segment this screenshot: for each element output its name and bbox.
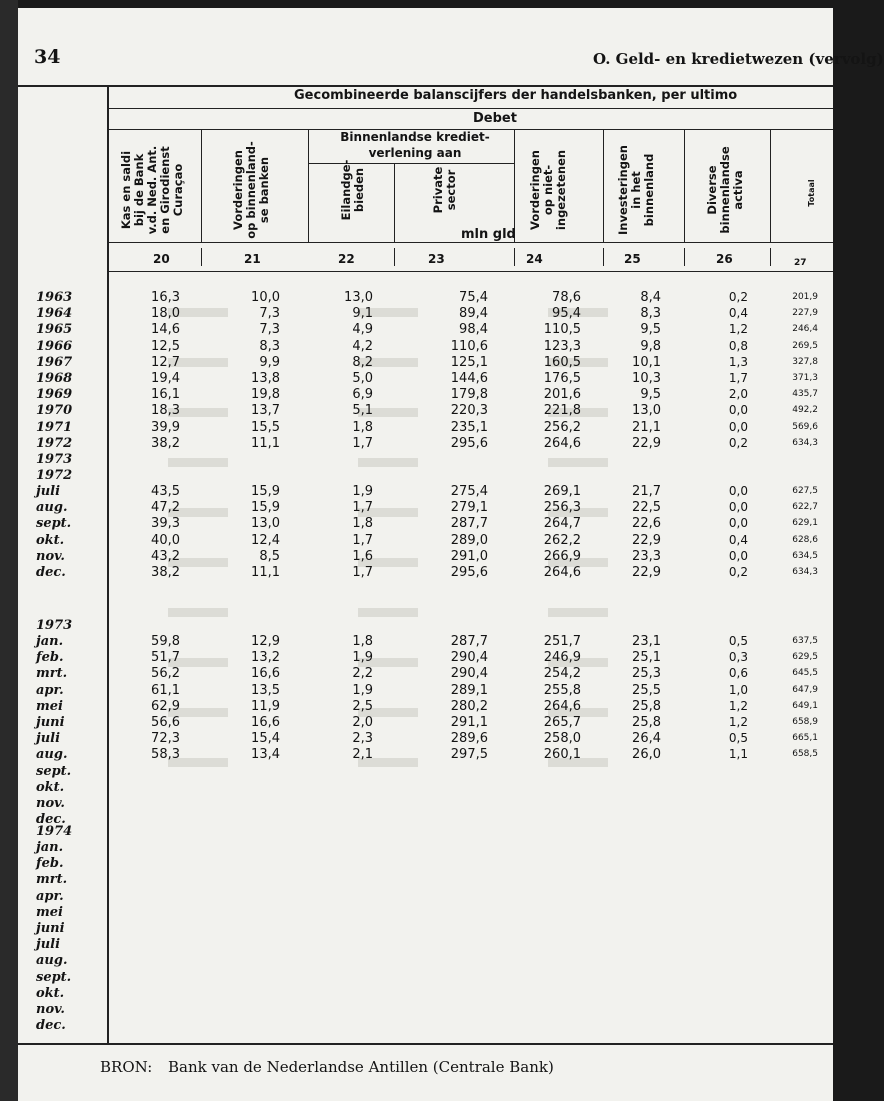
table-cell: 8,2 bbox=[352, 354, 373, 370]
table-cell: 227,9 bbox=[792, 308, 818, 319]
col-divider bbox=[201, 129, 202, 242]
table-cell: 275,4 bbox=[450, 484, 488, 499]
table-cell: 25,5 bbox=[632, 682, 661, 698]
table-cell: 59,8 bbox=[151, 634, 180, 649]
table-cell: 289,6 bbox=[450, 731, 488, 747]
table-cell: 1,7 bbox=[352, 532, 373, 548]
column-number: 26 bbox=[716, 252, 733, 266]
table-cell: 2,2 bbox=[352, 666, 373, 682]
table-cell: 4,2 bbox=[352, 338, 373, 354]
table-title: Gecombineerde balanscijfers der handelsbanken, per ultimo bbox=[294, 88, 738, 103]
table-cell: 18,0 bbox=[151, 306, 180, 322]
table-cell: 9,1 bbox=[352, 306, 373, 322]
table-cell: 1,8 bbox=[352, 419, 373, 435]
table-cell: 295,6 bbox=[450, 565, 488, 580]
table-cell: 492,2 bbox=[792, 405, 818, 416]
table-cell: 8,3 bbox=[259, 338, 280, 354]
table-cell: 254,2 bbox=[543, 666, 581, 682]
bleed-through-mark bbox=[168, 458, 228, 467]
row-label: 1969 bbox=[36, 387, 73, 403]
table-cell: 327,8 bbox=[792, 356, 818, 367]
table-cell: 1,0 bbox=[728, 682, 748, 697]
table-cell: 22,5 bbox=[632, 500, 661, 516]
col-divider bbox=[684, 129, 685, 242]
table-cell: 25,1 bbox=[632, 650, 661, 666]
table-cell: 0,5 bbox=[728, 634, 748, 648]
table-cell: 18,3 bbox=[151, 403, 180, 419]
row-label: mrt. bbox=[36, 872, 68, 888]
table-cell: 58,3 bbox=[151, 747, 180, 763]
table-cell: 98,4 bbox=[459, 322, 488, 338]
row-label: 1965 bbox=[36, 322, 73, 338]
table-cell: 1,9 bbox=[352, 650, 373, 666]
table-cell: 1,9 bbox=[352, 682, 373, 698]
table-cell: 179,8 bbox=[450, 387, 488, 403]
table-cell: 75,4 bbox=[459, 290, 488, 305]
table-cell: 62,9 bbox=[151, 698, 180, 714]
row-label: mei bbox=[36, 698, 63, 714]
table-cell: 260,1 bbox=[543, 747, 581, 763]
table-cell: 627,5 bbox=[792, 486, 818, 496]
table-cell: 16,6 bbox=[251, 715, 280, 730]
table-cell: 43,2 bbox=[151, 548, 180, 564]
table-cell: 16,6 bbox=[251, 666, 280, 682]
col-tick bbox=[603, 248, 604, 266]
row-label: dec. bbox=[36, 565, 66, 580]
table-cell: 13,0 bbox=[251, 516, 280, 532]
table-cell: 10,3 bbox=[632, 371, 661, 386]
table-cell: 629,1 bbox=[792, 518, 818, 529]
table-cell: 8,4 bbox=[640, 290, 661, 305]
table-cell: 629,5 bbox=[792, 652, 818, 663]
table-cell: 23,1 bbox=[632, 634, 661, 649]
table-cell: 12,4 bbox=[251, 532, 280, 548]
column-number: 21 bbox=[244, 252, 261, 266]
table-cell: 264,6 bbox=[543, 698, 581, 714]
table-cell: 262,2 bbox=[543, 532, 581, 548]
colnum-rule bbox=[108, 271, 833, 272]
table-cell: 1,7 bbox=[728, 371, 748, 385]
col-divider bbox=[770, 129, 771, 242]
table-cell: 1,8 bbox=[352, 516, 373, 532]
column-header: Vorderingen op niet- ingezetenen bbox=[528, 149, 568, 231]
row-label: 1972 bbox=[36, 435, 73, 451]
table-cell: 269,5 bbox=[792, 340, 818, 351]
table-cell: 649,1 bbox=[792, 700, 818, 711]
row-label: nov. bbox=[36, 1002, 65, 1017]
scan-edge bbox=[0, 0, 18, 1101]
source-label: BRON: bbox=[100, 1058, 153, 1076]
col-divider bbox=[394, 163, 395, 242]
table-cell: 2,0 bbox=[728, 387, 748, 402]
row-label: 1963 bbox=[36, 290, 73, 305]
table-cell: 266,9 bbox=[543, 548, 581, 564]
table-cell: 258,0 bbox=[543, 731, 581, 747]
col-tick bbox=[394, 248, 395, 266]
table-cell: 291,1 bbox=[450, 715, 488, 730]
table-cell: 11,1 bbox=[251, 565, 280, 580]
row-label: sept. bbox=[36, 763, 72, 779]
group-heading: 1974 bbox=[36, 823, 73, 839]
col-divider bbox=[603, 129, 604, 242]
table-cell: 264,7 bbox=[543, 516, 581, 532]
table-cell: 26,0 bbox=[632, 747, 661, 763]
row-label: 1964 bbox=[36, 306, 73, 322]
table-cell: 201,6 bbox=[543, 387, 581, 403]
table-top-rule bbox=[18, 85, 833, 87]
table-cell: 289,1 bbox=[450, 682, 488, 698]
table-cell: 19,4 bbox=[151, 371, 180, 386]
table-cell: 39,9 bbox=[151, 419, 180, 435]
table-cell: 569,6 bbox=[792, 421, 818, 432]
table-cell: 11,9 bbox=[251, 698, 280, 714]
table-cell: 13,5 bbox=[251, 682, 280, 698]
row-label: jan. bbox=[36, 840, 64, 855]
column-header: Totaal bbox=[807, 179, 816, 207]
table-cell: 637,5 bbox=[792, 636, 818, 646]
table-cell: 26,4 bbox=[632, 731, 661, 747]
table-cell: 125,1 bbox=[450, 354, 488, 370]
table-cell: 10,1 bbox=[632, 354, 661, 370]
table-cell: 56,2 bbox=[151, 666, 180, 682]
table-cell: 95,4 bbox=[552, 306, 581, 322]
table-cell: 123,3 bbox=[543, 338, 581, 354]
table-cell: 10,0 bbox=[251, 290, 280, 305]
column-header: Investeringen in het binnenland bbox=[616, 145, 656, 235]
table-cell: 255,8 bbox=[543, 682, 581, 698]
group-header: Binnenlandse krediet- verlening aan bbox=[340, 130, 490, 160]
col-divider bbox=[514, 129, 515, 242]
table-cell: 264,6 bbox=[543, 435, 581, 451]
table-cell: 235,1 bbox=[450, 419, 488, 435]
table-cell: 5,1 bbox=[352, 403, 373, 419]
row-label: 1967 bbox=[36, 354, 73, 370]
column-header: Kas en saldi bij de Bank v.d. Ned. Ant. en Girodienst Curaçao bbox=[119, 145, 185, 235]
table-cell: 51,7 bbox=[151, 650, 180, 666]
group-heading: 1972 bbox=[36, 467, 73, 483]
row-label: sept. bbox=[36, 969, 72, 985]
table-cell: 0,4 bbox=[728, 532, 748, 547]
table-cell: 2,3 bbox=[352, 731, 373, 747]
column-header: Diverse binnenlandse activa bbox=[705, 146, 745, 234]
table-cell: 38,2 bbox=[151, 565, 180, 580]
table-cell: 40,0 bbox=[151, 532, 180, 548]
table-cell: 25,8 bbox=[632, 715, 661, 730]
row-label: okt. bbox=[36, 985, 65, 1001]
table-cell: 0,2 bbox=[728, 290, 748, 304]
table-cell: 13,0 bbox=[344, 290, 373, 305]
table-cell: 246,4 bbox=[792, 324, 818, 335]
table-cell: 7,3 bbox=[259, 322, 280, 338]
table-cell: 1,1 bbox=[728, 747, 748, 762]
row-label: feb. bbox=[36, 856, 64, 872]
source-text: Bank van de Nederlandse Antillen (Centrale Bank) bbox=[168, 1058, 554, 1076]
table-cell: 176,5 bbox=[543, 371, 581, 386]
table-cell: 256,2 bbox=[543, 419, 581, 435]
row-label: juni bbox=[36, 921, 65, 936]
table-cell: 12,7 bbox=[151, 354, 180, 370]
table-cell: 0,2 bbox=[728, 435, 748, 450]
column-number: 25 bbox=[624, 252, 641, 266]
table-cell: 647,9 bbox=[792, 684, 818, 695]
table-cell: 13,7 bbox=[251, 403, 280, 419]
table-cell: 291,0 bbox=[450, 548, 488, 564]
table-cell: 8,5 bbox=[259, 548, 280, 564]
table-cell: 634,3 bbox=[792, 437, 818, 448]
table-cell: 2,5 bbox=[352, 698, 373, 714]
row-label: jan. bbox=[36, 634, 64, 649]
table-cell: 144,6 bbox=[450, 371, 488, 386]
row-label: 1971 bbox=[36, 419, 73, 435]
table-cell: 289,0 bbox=[450, 532, 488, 548]
column-number: 22 bbox=[338, 252, 355, 266]
table-cell: 1,7 bbox=[352, 500, 373, 516]
stub-divider bbox=[107, 85, 109, 1043]
table-cell: 0,0 bbox=[728, 500, 748, 515]
row-label: 1968 bbox=[36, 371, 73, 386]
table-cell: 0,0 bbox=[728, 419, 748, 434]
table-cell: 9,5 bbox=[640, 387, 661, 403]
table-cell: 22,9 bbox=[632, 565, 661, 580]
table-cell: 1,7 bbox=[352, 565, 373, 580]
table-cell: 290,4 bbox=[450, 650, 488, 666]
table-cell: 22,9 bbox=[632, 532, 661, 548]
table-cell: 78,6 bbox=[552, 290, 581, 305]
table-cell: 1,9 bbox=[352, 484, 373, 499]
table-cell: 39,3 bbox=[151, 516, 180, 532]
table-cell: 7,3 bbox=[259, 306, 280, 322]
table-cell: 0,4 bbox=[728, 306, 748, 321]
debet-label: Debet bbox=[473, 111, 517, 126]
table-cell: 25,8 bbox=[632, 698, 661, 714]
table-cell: 269,1 bbox=[543, 484, 581, 499]
table-cell: 13,8 bbox=[251, 371, 280, 386]
row-label: okt. bbox=[36, 779, 65, 795]
table-cell: 0,8 bbox=[728, 338, 748, 353]
col-tick bbox=[770, 248, 771, 266]
table-cell: 110,6 bbox=[450, 338, 488, 354]
row-label: aug. bbox=[36, 953, 68, 969]
table-cell: 221,8 bbox=[543, 403, 581, 419]
row-label: juli bbox=[36, 731, 61, 747]
row-label: aug. bbox=[36, 500, 68, 516]
table-cell: 72,3 bbox=[151, 731, 180, 747]
page-number: 34 bbox=[34, 46, 61, 68]
row-label: 1966 bbox=[36, 338, 73, 354]
row-label: dec. bbox=[36, 1018, 66, 1034]
table-cell: 13,4 bbox=[251, 747, 280, 763]
table-cell: 160,5 bbox=[543, 354, 581, 370]
row-label: okt. bbox=[36, 532, 65, 548]
table-cell: 43,5 bbox=[151, 484, 180, 499]
table-cell: 4,9 bbox=[352, 322, 373, 338]
table-cell: 21,7 bbox=[632, 484, 661, 499]
table-cell: 25,3 bbox=[632, 666, 661, 682]
row-label: juli bbox=[36, 937, 61, 953]
row-label: 1970 bbox=[36, 403, 73, 419]
row-label: aug. bbox=[36, 747, 68, 763]
table-cell: 19,8 bbox=[251, 387, 280, 403]
table-cell: 16,3 bbox=[151, 290, 180, 305]
table-cell: 634,5 bbox=[792, 550, 818, 561]
table-cell: 6,9 bbox=[352, 387, 373, 403]
table-cell: 8,3 bbox=[640, 306, 661, 322]
table-cell: 658,5 bbox=[792, 749, 818, 760]
table-bottom-rule bbox=[18, 1043, 833, 1045]
section-title: O. Geld- en kredietwezen (vervolg) bbox=[593, 50, 884, 68]
column-header: Eilandge- bieden bbox=[339, 159, 366, 221]
table-cell: 0,0 bbox=[728, 548, 748, 563]
row-label: mrt. bbox=[36, 666, 68, 682]
table-cell: 47,2 bbox=[151, 500, 180, 516]
row-label: nov. bbox=[36, 796, 65, 811]
table-cell: 1,6 bbox=[352, 548, 373, 564]
table-cell: 0,0 bbox=[728, 403, 748, 418]
table-cell: 23,3 bbox=[632, 548, 661, 564]
table-cell: 89,4 bbox=[459, 306, 488, 322]
table-cell: 295,6 bbox=[450, 435, 488, 451]
table-cell: 56,6 bbox=[151, 715, 180, 730]
col-tick bbox=[684, 248, 685, 266]
table-cell: 280,2 bbox=[450, 698, 488, 714]
table-cell: 22,6 bbox=[632, 516, 661, 532]
table-cell: 14,6 bbox=[151, 322, 180, 338]
col-divider bbox=[308, 129, 309, 242]
col-tick bbox=[201, 248, 202, 266]
table-cell: 15,9 bbox=[251, 484, 280, 499]
table-cell: 220,3 bbox=[450, 403, 488, 419]
table-cell: 21,1 bbox=[632, 419, 661, 435]
table-cell: 290,4 bbox=[450, 666, 488, 682]
table-cell: 2,0 bbox=[352, 715, 373, 730]
column-number: 27 bbox=[794, 258, 807, 268]
table-cell: 634,3 bbox=[792, 567, 818, 577]
table-cell: 251,7 bbox=[543, 634, 581, 649]
row-label: mei bbox=[36, 904, 63, 920]
row-label: 1973 bbox=[36, 452, 73, 467]
row-label: nov. bbox=[36, 548, 65, 564]
row-label: apr. bbox=[36, 682, 64, 698]
table-cell: 110,5 bbox=[543, 322, 581, 338]
table-cell: 9,5 bbox=[640, 322, 661, 338]
table-cell: 371,3 bbox=[792, 373, 818, 383]
table-cell: 0,6 bbox=[728, 666, 748, 681]
row-label: dec. bbox=[36, 812, 66, 828]
table-cell: 16,1 bbox=[151, 387, 180, 403]
table-cell: 665,1 bbox=[792, 733, 818, 744]
table-cell: 279,1 bbox=[450, 500, 488, 516]
table-cell: 0,0 bbox=[728, 516, 748, 531]
table-cell: 622,7 bbox=[792, 502, 818, 513]
document-page bbox=[18, 8, 884, 1101]
col-tick bbox=[514, 248, 515, 266]
table-cell: 628,6 bbox=[792, 534, 818, 545]
table-cell: 11,1 bbox=[251, 435, 280, 451]
column-header: Vorderingen op binnenland- se banken bbox=[231, 141, 271, 239]
bleed-through-mark bbox=[168, 608, 228, 617]
table-cell: 13,2 bbox=[251, 650, 280, 666]
unit-rule bbox=[108, 242, 833, 243]
row-label: juni bbox=[36, 715, 65, 730]
table-cell: 0,2 bbox=[728, 565, 748, 579]
table-cell: 658,9 bbox=[792, 717, 818, 727]
table-cell: 61,1 bbox=[151, 682, 180, 698]
table-cell: 0,5 bbox=[728, 731, 748, 746]
column-number: 24 bbox=[526, 252, 543, 266]
table-cell: 287,7 bbox=[450, 634, 488, 649]
table-cell: 256,3 bbox=[543, 500, 581, 516]
table-cell: 13,0 bbox=[632, 403, 661, 419]
unit-label: mln gld bbox=[461, 227, 516, 242]
title-rule bbox=[108, 108, 833, 109]
table-cell: 1,7 bbox=[352, 435, 373, 451]
table-cell: 12,9 bbox=[251, 634, 280, 649]
table-cell: 201,9 bbox=[792, 292, 818, 302]
row-label: sept. bbox=[36, 516, 72, 532]
row-label: juli bbox=[36, 484, 61, 499]
table-cell: 2,1 bbox=[352, 747, 373, 763]
table-cell: 0,0 bbox=[728, 484, 748, 498]
table-cell: 1,3 bbox=[728, 354, 748, 369]
table-cell: 264,6 bbox=[543, 565, 581, 580]
table-cell: 15,9 bbox=[251, 500, 280, 516]
row-label: feb. bbox=[36, 650, 64, 666]
bleed-through-mark bbox=[548, 458, 608, 467]
table-cell: 1,2 bbox=[728, 698, 748, 713]
table-cell: 1,8 bbox=[352, 634, 373, 649]
table-cell: 0,3 bbox=[728, 650, 748, 665]
column-number: 23 bbox=[428, 252, 445, 266]
table-cell: 15,4 bbox=[251, 731, 280, 747]
row-label: apr. bbox=[36, 888, 64, 904]
column-number: 20 bbox=[153, 252, 170, 266]
table-cell: 22,9 bbox=[632, 435, 661, 451]
table-cell: 15,5 bbox=[251, 419, 280, 435]
bleed-through-mark bbox=[358, 458, 418, 467]
table-cell: 435,7 bbox=[792, 389, 818, 400]
table-cell: 246,9 bbox=[543, 650, 581, 666]
column-header: Private sector bbox=[431, 166, 458, 214]
table-cell: 1,2 bbox=[728, 715, 748, 729]
table-cell: 265,7 bbox=[543, 715, 581, 730]
table-cell: 645,5 bbox=[792, 668, 818, 679]
table-cell: 9,8 bbox=[640, 338, 661, 354]
table-cell: 9,9 bbox=[259, 354, 280, 370]
bleed-through-mark bbox=[358, 608, 418, 617]
table-cell: 38,2 bbox=[151, 435, 180, 451]
table-cell: 287,7 bbox=[450, 516, 488, 532]
table-cell: 5,0 bbox=[352, 371, 373, 386]
table-cell: 297,5 bbox=[450, 747, 488, 763]
table-cell: 1,2 bbox=[728, 322, 748, 337]
table-cell: 12,5 bbox=[151, 338, 180, 354]
bleed-through-mark bbox=[548, 608, 608, 617]
group-heading: 1973 bbox=[36, 617, 73, 633]
